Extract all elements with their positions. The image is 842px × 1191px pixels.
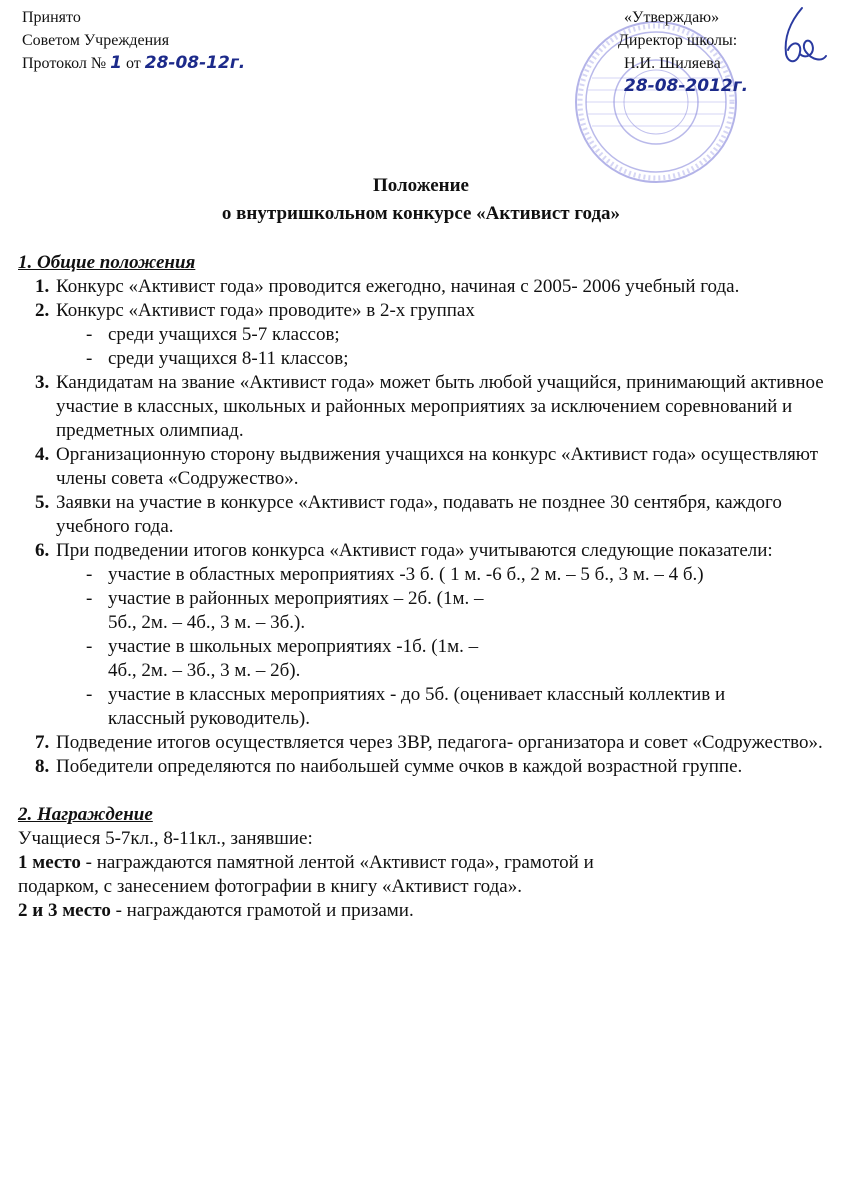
approval-date: 28-08-2012г. xyxy=(624,76,749,96)
first-place-paragraph: 1 место - награждаются памятной лентой «Активист года», грамотой и подарком, с занесением фотографии в книгу «Активист года». xyxy=(18,852,594,897)
list-item: 8. Победители определяются по наибольшей сумме очков в каждой возрастной группе. xyxy=(54,755,838,779)
list-item: - участие в школьных мероприятиях -1б. (1м. – 4б., 2м. – 3б., 3 м. – 2б). xyxy=(86,635,838,683)
title-line-2: о внутришкольном конкурсе «Активист года» xyxy=(221,203,621,224)
title-line-1: Положение xyxy=(372,175,469,196)
list-item: 3. Кандидатам на звание «Активист года» может быть любой учащийся, принимающий активное участие в классных, школьных и районных мероприятиях за исключением соревнований и предметных олимпиад. xyxy=(54,371,838,443)
list-item: 7. Подведение итогов осуществляется через ЗВР, педагога- организатора и совет «Содружество». xyxy=(54,731,838,755)
general-provisions-list xyxy=(18,275,838,779)
section-2-heading: 2. Награждение xyxy=(18,804,153,825)
first-place-label: 1 место xyxy=(18,852,81,873)
list-item: - участие в районных мероприятиях – 2б. (1м. – 5б., 2м. – 4б., 3 м. – 3б.). xyxy=(86,587,838,635)
document-body xyxy=(18,251,838,923)
accepted-label: Принято xyxy=(22,9,81,26)
list-item: - участие в классных мероприятиях - до 5б. (оценивает классный коллектив и классный руководитель). xyxy=(86,683,838,731)
list-item: - среди учащихся 8-11 классов; xyxy=(86,347,838,371)
protocol-date: 28-08-12г. xyxy=(144,53,246,73)
list-item: 2. Конкурс «Активист года» проводите» в 2-х группах - среди учащихся 5-7 классов; - среди учащихся 8-11 классов; xyxy=(54,299,838,371)
director-name: Н.И. Шиляева xyxy=(624,55,721,72)
groups-list xyxy=(56,323,838,371)
second-third-place-label: 2 и 3 место xyxy=(18,900,111,921)
awards-intro: Учащиеся 5-7кл., 8-11кл., занявшие: xyxy=(18,828,313,849)
list-item: 5. Заявки на участие в конкурсе «Активист года», подавать не позднее 30 сентября, каждого учебного года. xyxy=(54,491,838,539)
director-label: Директор школы: xyxy=(618,32,738,49)
council-label: Советом Учреждения xyxy=(22,32,170,49)
protocol-line: Протокол № 1 от 28-08-12г. xyxy=(22,53,246,73)
second-third-place-paragraph: 2 и 3 место - награждаются грамотой и призами. xyxy=(18,900,414,921)
approve-label: «Утверждаю» xyxy=(624,9,720,26)
protocol-number: 1 xyxy=(110,53,122,73)
header-accepted-block xyxy=(22,6,245,75)
list-item: - среди учащихся 5-7 классов; xyxy=(86,323,838,347)
list-item: - участие в областных мероприятиях -3 б. ( 1 м. -6 б., 2 м. – 5 б., 3 м. – 4 б.) xyxy=(86,563,838,587)
criteria-list xyxy=(56,563,838,731)
list-item: 6. При подведении итогов конкурса «Активист года» учитываются следующие показатели: - участие в областных мероприятиях -3 б. ( 1 м. -6 б., 2 м. – 5 б., 3 м. – 4 б.) - участие в районных мероприятиях – 2б. (1м. – 5б., 2м. – 4б., 3 м. – 3б.). - участие в школьных мероприятиях -1б. (1м. – 4б., 2м. – 3б., 3 м. – 2б). - участие в классных мероприятиях - до 5б. (оценивает классный коллектив и классный руководитель). xyxy=(54,539,838,731)
list-item: 1. Конкурс «Активист года» проводится ежегодно, начиная с 2005- 2006 учебный года. xyxy=(54,275,838,299)
section-1-heading: 1. Общие положения xyxy=(18,252,196,273)
director-signature-icon xyxy=(772,4,832,88)
list-item: 4. Организационную сторону выдвижения учащихся на конкурс «Активист года» осуществляют члены совета «Содружество». xyxy=(54,443,838,491)
